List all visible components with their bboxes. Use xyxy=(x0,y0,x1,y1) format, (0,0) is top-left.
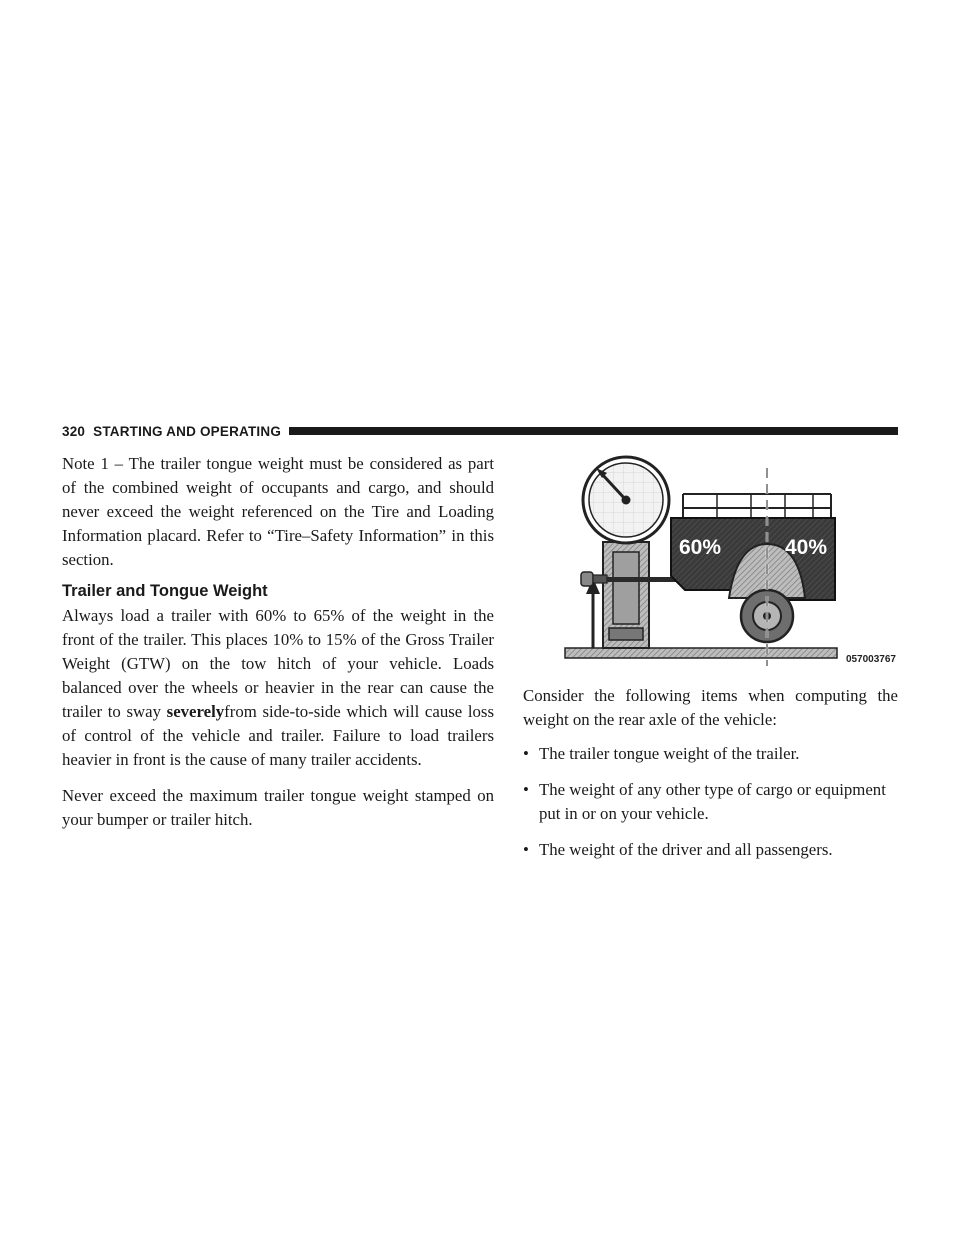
header-rule xyxy=(289,427,898,435)
bullet-glyph: • xyxy=(523,780,529,799)
figure-code: 057003767 xyxy=(845,654,896,665)
left-column xyxy=(62,452,494,832)
note-paragraph: Note 1 – The trailer tongue weight must be considered as part of the combined weight of occupants and cargo, and should never exceed the weight referenced on the Tire and Loading Information placard. Refer to “Tire–Safety Information” in this section. xyxy=(62,454,494,569)
loading-text-a: Always load a trailer with 60% to 65% of the weight in the front of the trailer. This places 10% to 15% of the Gross Trailer Weight (GTW) on the tow hitch of your vehicle. Loads balanced over the wheels or heavier in the rear can cause the trailer to sway xyxy=(62,606,494,721)
page-number: 320 xyxy=(62,423,86,439)
rear-percent-label: 40% xyxy=(785,536,828,559)
max-tongue-weight-paragraph: Never exceed the maximum trailer tongue weight stamped on your bumper or trailer hitch. xyxy=(62,786,494,829)
right-column xyxy=(523,452,898,874)
rear-axle-intro: Consider the following items when computing the weight on the rear axle of the vehicle: xyxy=(523,686,898,729)
section-title: STARTING AND OPERATING xyxy=(93,423,282,439)
bullet-glyph: • xyxy=(523,840,529,859)
list-item: • The weight of the driver and all passengers. xyxy=(523,838,898,862)
hitch-ball xyxy=(581,572,593,586)
ground xyxy=(565,648,837,658)
bullet-glyph: • xyxy=(523,744,529,763)
loading-paragraph xyxy=(62,604,494,772)
page-header xyxy=(62,420,898,442)
trailer-weight-figure xyxy=(523,452,898,678)
front-percent-label: 60% xyxy=(679,536,722,559)
list-item: • The weight of any other type of cargo or equipment put in or on your vehicle. xyxy=(523,780,886,823)
trailer-scale-illustration xyxy=(523,452,898,678)
subheading-trailer-tongue-weight: Trailer and Tongue Weight xyxy=(62,582,268,600)
loading-text-b: from side-to-side which will cause loss of control of the vehicle and trailer. Failure to load trailers heavier in front is the cause of many trailer accidents. xyxy=(62,702,494,769)
loading-text-bold: severely xyxy=(166,702,225,721)
rear-axle-items xyxy=(523,742,898,862)
list-item: • The trailer tongue weight of the trailer. xyxy=(523,742,898,766)
